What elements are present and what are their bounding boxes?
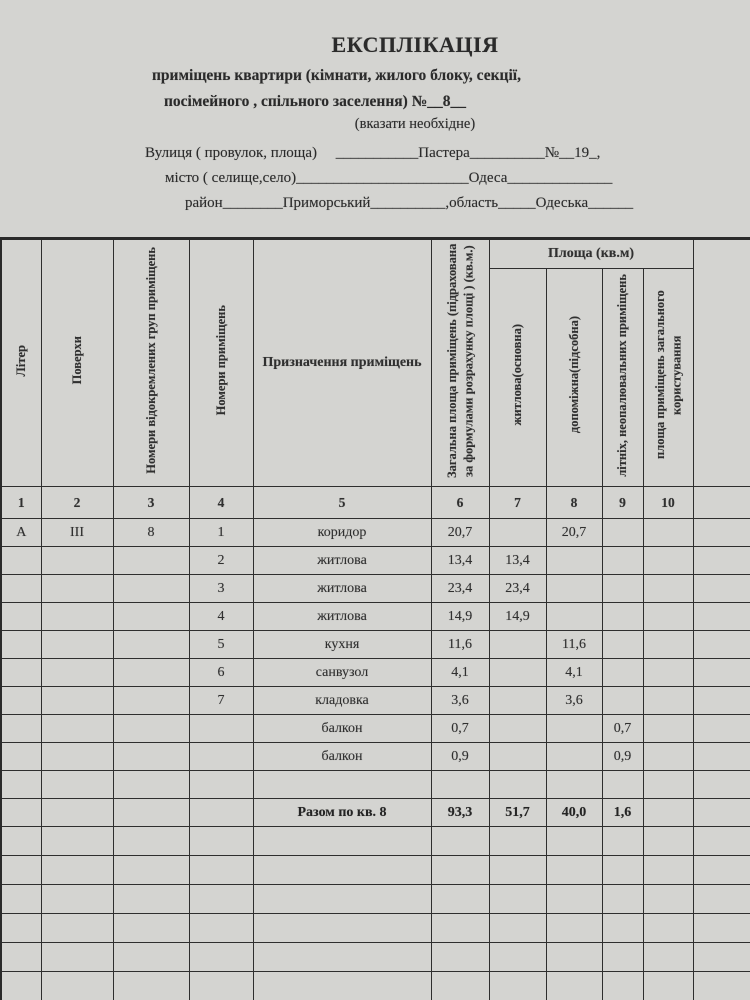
table-cell — [643, 771, 693, 799]
table-cell — [643, 856, 693, 885]
table-cell — [602, 856, 643, 885]
table-cell — [643, 659, 693, 687]
table-row — [1, 547, 750, 575]
table-cell: 0,9 — [602, 743, 643, 771]
table-cell — [643, 943, 693, 972]
table-cell — [643, 914, 693, 943]
table-cell — [643, 972, 693, 1000]
table-cell: 20,7 — [546, 519, 602, 547]
table-cell — [189, 799, 253, 827]
table-cell: 14,9 — [489, 603, 546, 631]
table-cell — [489, 519, 546, 547]
table-cell — [546, 914, 602, 943]
col-header-summer-label: літніх, неопалювальних приміщень — [615, 273, 630, 477]
table-cell — [693, 771, 750, 799]
table-cell — [693, 575, 750, 603]
table-cell — [1, 799, 41, 827]
table-cell — [602, 575, 643, 603]
table-cell — [253, 914, 431, 943]
table-cell — [113, 743, 189, 771]
table-cell — [602, 547, 643, 575]
table-cell: 6 — [189, 659, 253, 687]
table-cell — [489, 885, 546, 914]
empty-row — [1, 885, 750, 914]
table-cell — [602, 943, 643, 972]
table-cell — [113, 914, 189, 943]
empty-row — [1, 943, 750, 972]
table-cell — [643, 743, 693, 771]
table-cell: коридор — [253, 519, 431, 547]
table-row — [1, 519, 750, 547]
table-cell — [693, 547, 750, 575]
table-cell — [643, 603, 693, 631]
address-city-line: місто ( селище,село)_______________________Одеса______________ — [165, 170, 613, 186]
col-number: 7 — [489, 487, 546, 519]
col-number: 8 — [546, 487, 602, 519]
table-cell — [602, 827, 643, 856]
table-cell — [546, 943, 602, 972]
table-cell — [1, 856, 41, 885]
table-cell: А — [1, 519, 41, 547]
table-cell: 0,7 — [431, 715, 489, 743]
table-cell — [1, 575, 41, 603]
table-cell — [489, 914, 546, 943]
table-cell — [1, 771, 41, 799]
table-cell — [643, 885, 693, 914]
empty-row — [1, 856, 750, 885]
table-cell — [41, 914, 113, 943]
table-cell — [113, 972, 189, 1000]
table-row — [1, 575, 750, 603]
document-header — [0, 0, 750, 212]
table-cell — [602, 972, 643, 1000]
table-cell — [113, 885, 189, 914]
table-cell — [602, 914, 643, 943]
empty-row — [1, 914, 750, 943]
table-cell: житлова — [253, 547, 431, 575]
col-number: 5 — [253, 487, 431, 519]
empty-row — [1, 771, 750, 799]
col-header-auxiliary-label: допоміжна(підсобна) — [566, 316, 581, 434]
table-cell — [693, 659, 750, 687]
col-number: 6 — [431, 487, 489, 519]
table-cell: 40,0 — [546, 799, 602, 827]
table-cell — [643, 519, 693, 547]
table-cell — [1, 972, 41, 1000]
address-street-line: Вулиця ( провулок, площа) ___________Пастера__________№__19_, — [145, 145, 601, 161]
table-cell: 4,1 — [431, 659, 489, 687]
table-cell — [1, 687, 41, 715]
table-cell — [693, 715, 750, 743]
col-number: 4 — [189, 487, 253, 519]
table-cell — [431, 914, 489, 943]
table-cell — [546, 743, 602, 771]
table-cell — [1, 547, 41, 575]
table-cell: житлова — [253, 603, 431, 631]
table-cell: 3 — [189, 575, 253, 603]
table-cell — [41, 547, 113, 575]
col-header-extra — [693, 239, 750, 487]
table-cell — [189, 715, 253, 743]
table-cell — [41, 603, 113, 631]
table-cell — [113, 687, 189, 715]
table-cell — [41, 575, 113, 603]
table-cell: 51,7 — [489, 799, 546, 827]
col-header-common-label: площа приміщень загального користування — [652, 290, 683, 460]
table-cell — [693, 885, 750, 914]
table-cell — [1, 743, 41, 771]
table-cell — [1, 715, 41, 743]
table-cell — [546, 827, 602, 856]
col-header-room-numbers — [189, 239, 253, 487]
table-cell — [693, 856, 750, 885]
col-header-room-numbers-label: Номери приміщень — [213, 305, 228, 416]
table-cell — [546, 972, 602, 1000]
table-cell: 3,6 — [431, 687, 489, 715]
col-number: 2 — [41, 487, 113, 519]
table-cell: 1 — [189, 519, 253, 547]
table-cell — [189, 856, 253, 885]
table-cell: 2 — [189, 547, 253, 575]
table-cell — [546, 771, 602, 799]
table-cell — [431, 856, 489, 885]
table-cell — [189, 743, 253, 771]
table-cell — [113, 659, 189, 687]
table-cell — [546, 715, 602, 743]
table-cell — [546, 603, 602, 631]
table-cell — [189, 827, 253, 856]
table-cell: 4,1 — [546, 659, 602, 687]
table-row — [1, 715, 750, 743]
table-cell — [41, 799, 113, 827]
table-cell — [189, 914, 253, 943]
table-cell — [693, 687, 750, 715]
table-cell — [643, 827, 693, 856]
table-cell — [489, 743, 546, 771]
table-cell — [113, 827, 189, 856]
col-header-auxiliary — [546, 269, 602, 487]
table-cell — [602, 631, 643, 659]
table-cell — [253, 885, 431, 914]
table-cell — [431, 972, 489, 1000]
table-cell — [41, 631, 113, 659]
table-cell — [602, 687, 643, 715]
table-cell — [41, 715, 113, 743]
table-cell — [41, 885, 113, 914]
table-cell — [489, 943, 546, 972]
col-header-floors-label: Поверхи — [69, 336, 84, 385]
table-cell — [189, 943, 253, 972]
table-cell — [489, 715, 546, 743]
table-cell: Разом по кв. 8 — [253, 799, 431, 827]
table-cell — [693, 943, 750, 972]
total-row — [1, 799, 750, 827]
table-cell: 23,4 — [489, 575, 546, 603]
col-header-summer — [602, 269, 643, 487]
table-cell — [253, 771, 431, 799]
table-cell — [189, 885, 253, 914]
table-cell: 0,9 — [431, 743, 489, 771]
table-cell — [1, 885, 41, 914]
empty-row — [1, 972, 750, 1000]
table-cell — [189, 972, 253, 1000]
table-cell: кладовка — [253, 687, 431, 715]
table-cell — [643, 715, 693, 743]
table-cell: 3,6 — [546, 687, 602, 715]
table-cell — [1, 631, 41, 659]
table-cell — [546, 885, 602, 914]
table-cell — [693, 631, 750, 659]
table-cell: житлова — [253, 575, 431, 603]
table-cell — [546, 547, 602, 575]
table-cell — [41, 972, 113, 1000]
table-cell — [41, 856, 113, 885]
table-cell — [693, 603, 750, 631]
col-number: 1 — [1, 487, 41, 519]
table-cell — [253, 827, 431, 856]
column-numbers-row — [1, 487, 750, 519]
table-cell: ІІІ — [41, 519, 113, 547]
table-cell — [643, 687, 693, 715]
table-cell — [431, 943, 489, 972]
table-cell: 4 — [189, 603, 253, 631]
table-cell: 20,7 — [431, 519, 489, 547]
table-cell — [693, 827, 750, 856]
table-cell — [546, 575, 602, 603]
table-cell — [113, 575, 189, 603]
document-title: ЕКСПЛІКАЦІЯ — [331, 32, 499, 57]
subtitle-note: (вказати необхідне) — [354, 116, 476, 132]
table-cell — [693, 972, 750, 1000]
subtitle-line-2: посімейного , спільного заселення) №__8__ — [164, 93, 467, 110]
table-cell: санвузол — [253, 659, 431, 687]
table-cell — [1, 914, 41, 943]
table-cell — [489, 972, 546, 1000]
table-body — [1, 519, 750, 1000]
table-cell — [41, 827, 113, 856]
table-cell — [1, 943, 41, 972]
col-header-purpose: Призначення приміщень — [253, 239, 431, 487]
table-cell — [489, 659, 546, 687]
table-cell — [602, 771, 643, 799]
table-row — [1, 743, 750, 771]
col-header-area-group: Площа (кв.м) — [489, 239, 693, 269]
table-cell — [693, 519, 750, 547]
table-row — [1, 603, 750, 631]
table-cell — [41, 687, 113, 715]
table-cell — [643, 799, 693, 827]
table-cell — [643, 547, 693, 575]
table-cell: 13,4 — [489, 547, 546, 575]
table-cell — [489, 827, 546, 856]
table-cell — [253, 856, 431, 885]
table-cell: 1,6 — [602, 799, 643, 827]
explication-table — [0, 237, 750, 1000]
table-cell — [489, 631, 546, 659]
subtitle-line-1: приміщень квартири (кімнати, жилого блоку, секції, — [152, 67, 521, 84]
table-row — [1, 659, 750, 687]
table-cell — [431, 771, 489, 799]
table-cell — [602, 885, 643, 914]
table-cell — [113, 715, 189, 743]
table-row — [1, 631, 750, 659]
table-cell — [41, 943, 113, 972]
table-cell: балкон — [253, 743, 431, 771]
table-cell: 14,9 — [431, 603, 489, 631]
table-cell — [41, 659, 113, 687]
table-cell — [643, 575, 693, 603]
empty-row — [1, 827, 750, 856]
table-cell — [489, 856, 546, 885]
table-cell: 23,4 — [431, 575, 489, 603]
table-cell: кухня — [253, 631, 431, 659]
col-header-total-area-label: Загальна площа приміщень (підрахована за формулами розрахунку площі ) (кв.м.) — [444, 243, 475, 478]
col-header-living-label: житлова(основна) — [510, 324, 525, 426]
table-cell: 0,7 — [602, 715, 643, 743]
table-cell — [189, 771, 253, 799]
col-number: 9 — [602, 487, 643, 519]
table-cell: 93,3 — [431, 799, 489, 827]
table-cell — [693, 743, 750, 771]
table-cell — [431, 885, 489, 914]
table-cell — [1, 603, 41, 631]
table-header-row-1 — [1, 239, 750, 269]
table-cell: 11,6 — [431, 631, 489, 659]
table-cell: 11,6 — [546, 631, 602, 659]
table-cell — [489, 687, 546, 715]
table-cell: 8 — [113, 519, 189, 547]
table-cell — [431, 827, 489, 856]
table-cell: 5 — [189, 631, 253, 659]
table-cell — [1, 659, 41, 687]
table-cell — [113, 856, 189, 885]
table-cell — [113, 943, 189, 972]
table-cell — [1, 827, 41, 856]
table-cell — [602, 519, 643, 547]
table-cell — [113, 603, 189, 631]
table-cell — [113, 771, 189, 799]
col-header-group-numbers — [113, 239, 189, 487]
table-cell — [41, 771, 113, 799]
table-cell — [643, 631, 693, 659]
table-cell — [113, 631, 189, 659]
table-row — [1, 687, 750, 715]
table-cell — [693, 914, 750, 943]
table-cell — [602, 603, 643, 631]
col-header-living — [489, 269, 546, 487]
table-cell: 7 — [189, 687, 253, 715]
table-cell — [546, 856, 602, 885]
col-header-group-numbers-label: Номери відокремлених груп приміщень — [143, 247, 158, 474]
col-header-liter — [1, 239, 41, 487]
table-cell — [41, 743, 113, 771]
col-number: 10 — [643, 487, 693, 519]
address-district-line: район________Приморський__________,область_____Одеська______ — [185, 195, 634, 211]
col-header-total-area — [431, 239, 489, 487]
col-header-liter-label: Літер — [14, 344, 29, 377]
table-cell: балкон — [253, 715, 431, 743]
col-header-floors — [41, 239, 113, 487]
col-number: 3 — [113, 487, 189, 519]
table-cell — [693, 799, 750, 827]
table-cell — [489, 771, 546, 799]
table-cell — [253, 972, 431, 1000]
col-number — [693, 487, 750, 519]
table-cell — [253, 943, 431, 972]
table-cell — [602, 659, 643, 687]
table-cell — [113, 547, 189, 575]
table-cell: 13,4 — [431, 547, 489, 575]
table-cell — [113, 799, 189, 827]
col-header-common — [643, 269, 693, 487]
